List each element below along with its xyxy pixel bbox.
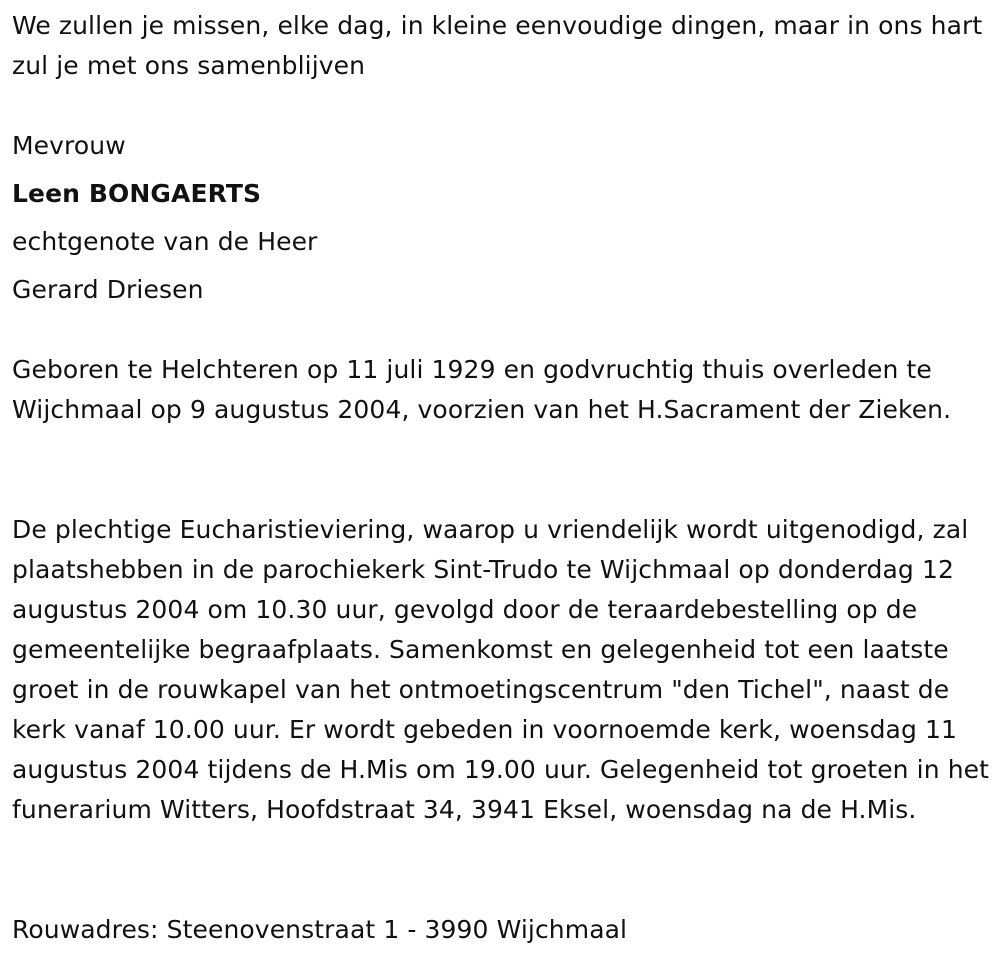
- mourning-address: Rouwadres: Steenovenstraat 1 - 3990 Wijchmaal: [12, 915, 628, 944]
- salutation: Mevrouw: [12, 131, 126, 160]
- spouse-relation: echtgenote van de Heer: [12, 227, 318, 256]
- spouse-name: Gerard Driesen: [12, 275, 204, 304]
- birth-death-paragraph: Geboren te Helchteren op 11 juli 1929 en godvruchtig thuis overleden te Wijchmaal op 9 augustus 2004, voorzien van het H.Sacrament der Zieken.: [12, 355, 952, 424]
- deceased-name: Leen BONGAERTS: [12, 179, 262, 208]
- ceremony-paragraph: De plechtige Eucharistieviering, waarop u vriendelijk wordt uitgenodigd, zal plaatshebben in de parochiekerk Sint-Trudo te Wijchmaal op donderdag 12 augustus 2004 om 10.30 uur, gevolgd door de teraardebestelling op de gemeentelijke begraafplaats. Samenkomst en gelegenheid tot een laatste groet in de rouwkapel van het ontmoetingscentrum "den Tichel", naast de kerk vanaf 10.00 uur. Er wordt gebeden in voornoemde kerk, woensdag 11 augustus 2004 tijdens de H.Mis om 19.00 uur. Gelegenheid tot groeten in het funerarium Witters, Hoofdstraat 34, 3941 Eksel, woensdag na de H.Mis.: [12, 515, 990, 824]
- memorial-quote: We zullen je missen, elke dag, in kleine eenvoudige dingen, maar in ons hart zul je met ons samenblijven: [12, 11, 983, 80]
